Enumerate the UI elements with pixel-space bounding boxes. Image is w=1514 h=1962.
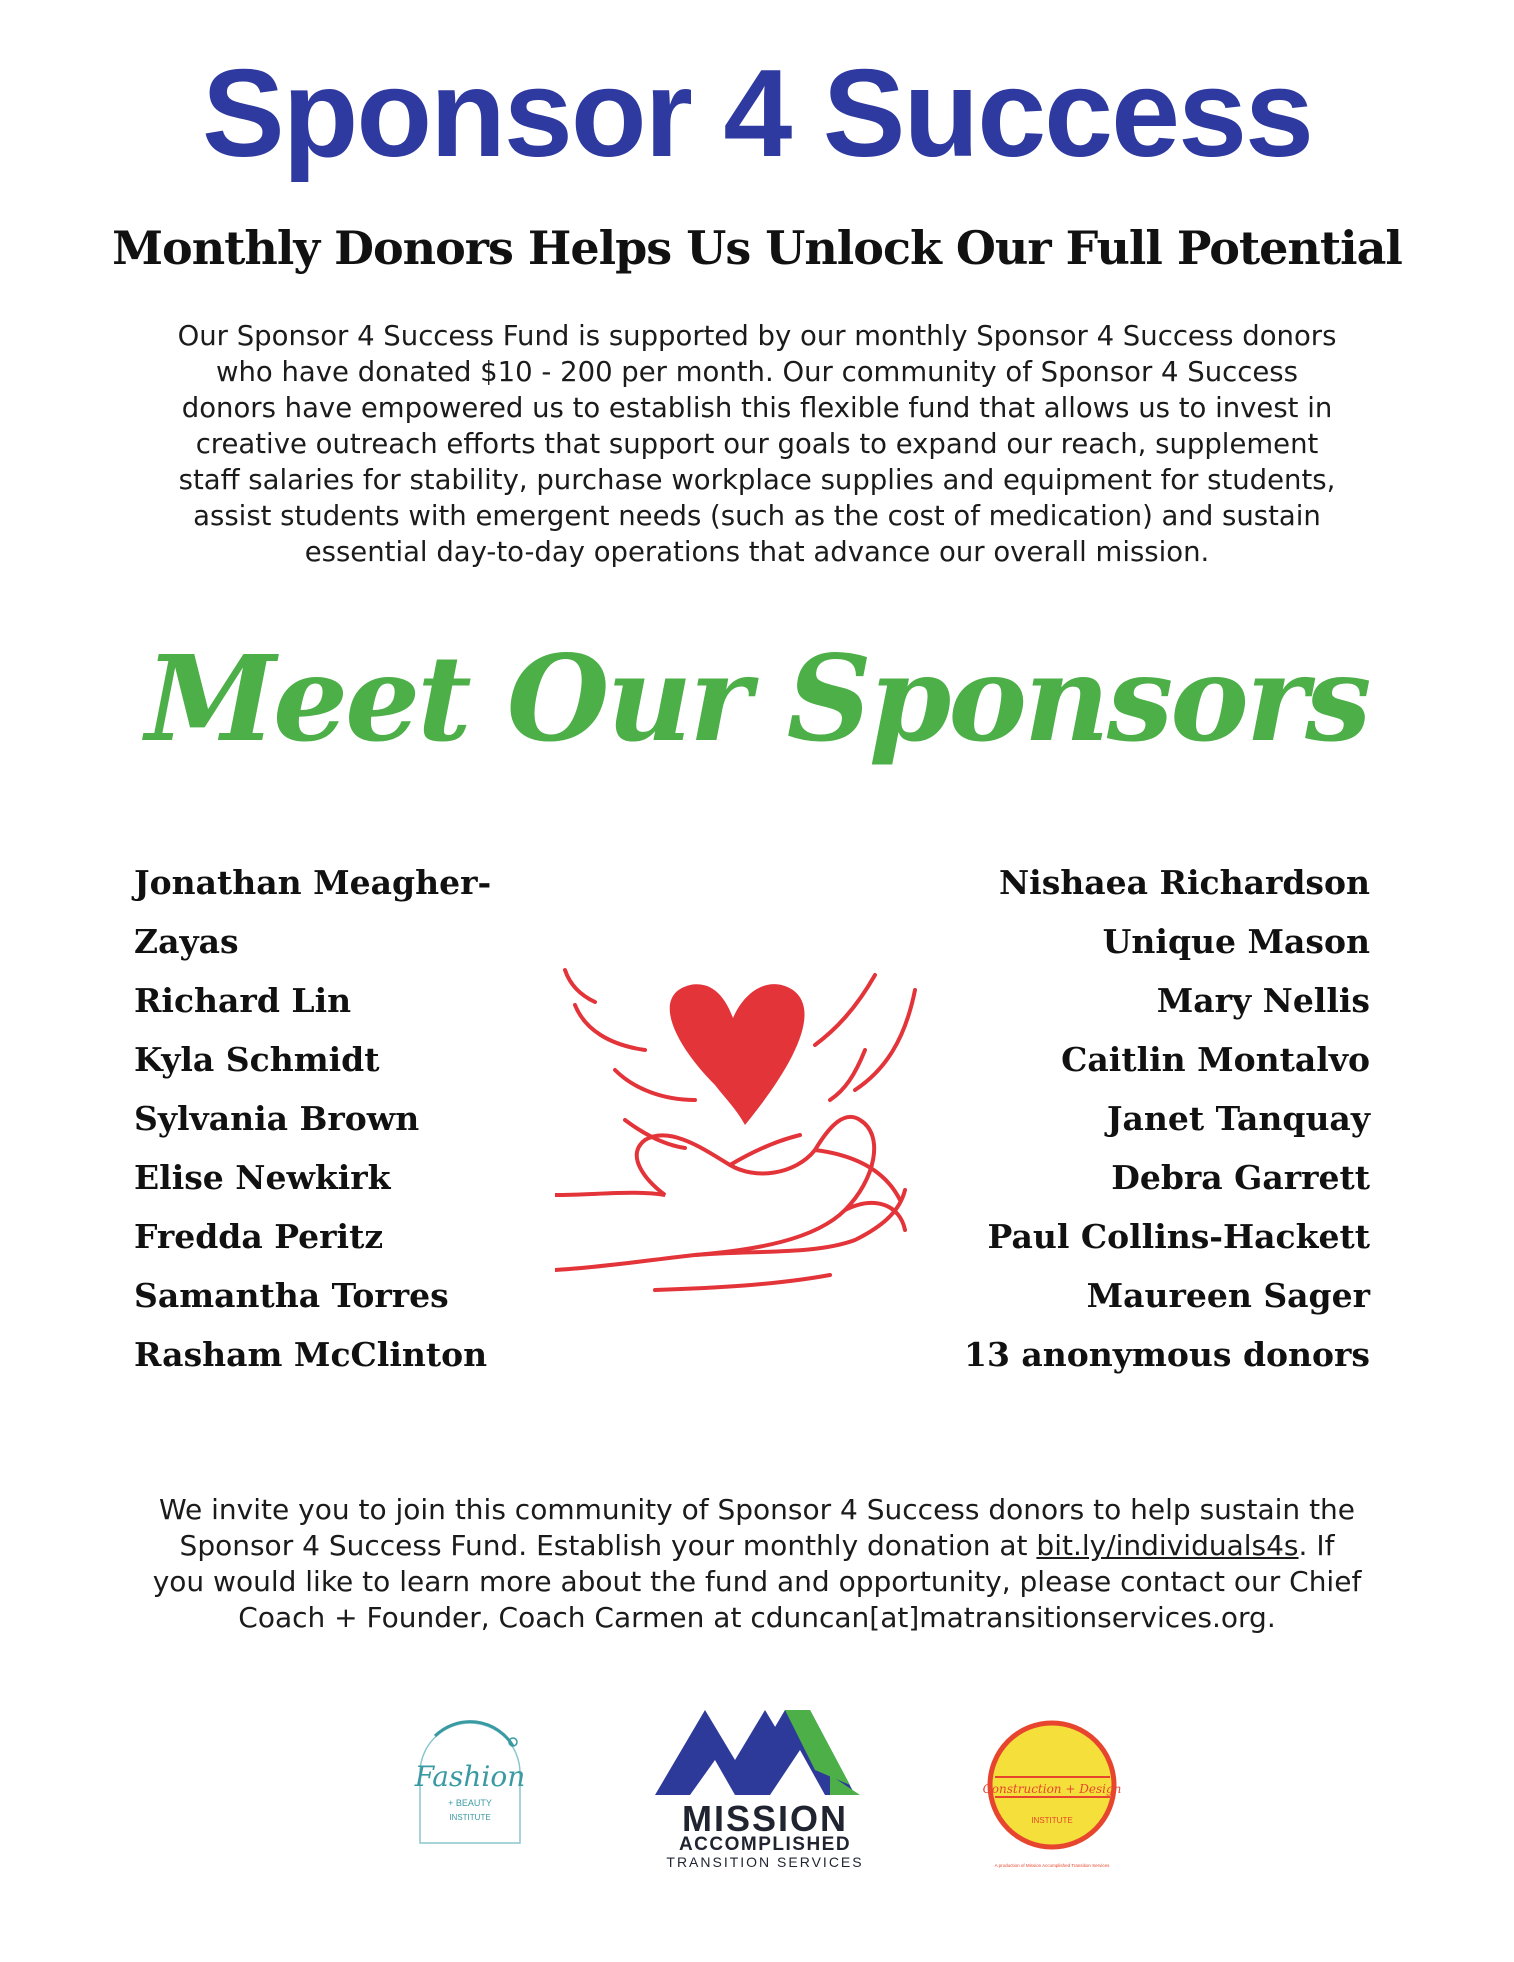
intro-line: Our Sponsor 4 Success Fund is supported by our monthly Sponsor 4 Success donors [177, 320, 1337, 352]
mission-accomplished-logo [635, 1690, 895, 1870]
outro-line: Coach + Founder, Coach Carmen at cduncan[at]matransitionservices.org. [238, 1601, 1276, 1634]
sponsor-name: Nishaea Richardson [999, 863, 1370, 902]
outro-text: . If [1298, 1529, 1335, 1562]
sponsor-name: Caitlin Montalvo [1061, 1040, 1370, 1079]
intro-line: staff salaries for stability, purchase workplace supplies and equipment for students, [178, 464, 1336, 496]
sponsor-name: Kyla Schmidt [134, 1040, 380, 1079]
page-subtitle: Monthly Donors Helps Us Unlock Our Full Potential [112, 221, 1402, 275]
intro-line: who have donated $10 - 200 per month. Our community of Sponsor 4 Success [216, 356, 1298, 388]
intro-line: creative outreach efforts that support our goals to expand our reach, supplement [195, 428, 1319, 460]
ma-logo-line2: ACCOMPLISHED [678, 1834, 852, 1855]
donation-link[interactable]: bit.ly/individuals4s [1036, 1529, 1299, 1562]
construction-design-institute-logo [965, 1715, 1140, 1875]
fashion-logo-sub1: + BEAUTY [448, 1798, 492, 1808]
outro-line: you would like to learn more about the fund and opportunity, please contact our Chief [152, 1565, 1362, 1598]
sponsor-name: Fredda Peritz [134, 1217, 384, 1256]
sponsor-name: Elise Newkirk [134, 1158, 391, 1197]
intro-line: donors have empowered us to establish this flexible fund that allows us to invest in [181, 392, 1333, 424]
sponsor-name: Sylvania Brown [134, 1099, 420, 1138]
sponsor-name: Janet Tanquay [1106, 1099, 1370, 1138]
sponsor-name: Richard Lin [134, 981, 352, 1020]
ma-logo-line3: TRANSITION SERVICES [666, 1854, 864, 1870]
ma-logo-line1: MISSION [681, 1798, 848, 1839]
sponsor-name: Mary Nellis [1156, 981, 1370, 1020]
sponsor-name: Paul Collins-Hackett [987, 1217, 1370, 1256]
heart-hands-illustration [555, 950, 975, 1345]
construction-logo-tagline: A production of Mission Accomplished Transition Services [994, 1863, 1110, 1868]
outro-line [120, 1528, 1394, 1564]
sponsor-name: Zayas [134, 922, 239, 961]
intro-line: assist students with emergent needs (such as the cost of medication) and sustain [193, 500, 1321, 532]
sponsor-name: Rasham McClinton [134, 1335, 488, 1374]
outro-line: We invite you to join this community of Sponsor 4 Success donors to help sustain the [158, 1493, 1356, 1526]
sponsor-list-right [930, 853, 1370, 1384]
sponsor-name: Unique Mason [1102, 922, 1370, 961]
sponsor-name: Debra Garrett [1111, 1158, 1370, 1197]
intro-line: essential day-to-day operations that advance our overall mission. [304, 536, 1210, 568]
fashion-logo-word: Fashion [414, 1760, 526, 1793]
outro-paragraph [120, 1492, 1394, 1636]
intro-paragraph [135, 318, 1379, 570]
fashion-logo-sub2: INSTITUTE [449, 1813, 491, 1822]
page-title: Sponsor 4 Success [201, 45, 1313, 183]
sponsor-name: 13 anonymous donors [963, 1335, 1370, 1374]
sponsor-name: Jonathan Meagher- [134, 863, 492, 902]
outro-text: Sponsor 4 Success Fund. Establish your monthly donation at [179, 1529, 1037, 1562]
construction-logo-word: Construction + Design [982, 1782, 1122, 1796]
fashion-beauty-institute-logo [395, 1708, 545, 1848]
heart-icon [670, 984, 805, 1125]
sponsor-name: Samantha Torres [134, 1276, 449, 1315]
sponsor-list-left [134, 853, 554, 1384]
sponsor-name: Maureen Sager [1086, 1276, 1370, 1315]
sponsors-heading: Meet Our Sponsors [145, 629, 1369, 768]
ma-mark-icon [635, 1690, 895, 1800]
construction-logo-sub: INSTITUTE [1031, 1816, 1073, 1825]
